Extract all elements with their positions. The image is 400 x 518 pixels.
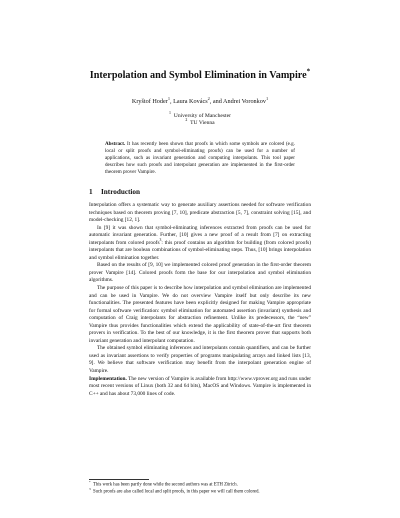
paragraph-2: In [9] it was shown that symbol-eliminating inferences extracted from proofs can be used for automatic invariant generation. Further, [10] gives a new proof of a result from [7] on extracting interpolants from colored proofs$^3$: this proof contains an algorithm for building (from colored proofs) interpolants that are boolean combinations of symbol-eliminating steps. Thus, [10] brings interpolation and symbol elimination together. [89,224,311,261]
footnotes [89,482,311,496]
section-number: 1 [89,188,93,196]
affiliation-2-name: TU Vienna [190,120,215,127]
footnote-1-mark: * [89,480,91,484]
title-text: Interpolation and Symbol Elimination in Vampire [89,70,307,81]
footnote-1-text: This work has been partly done while the second authors was at ETH Zürich. [92,482,238,488]
footnote-1 [89,482,311,489]
paper-title [0,67,400,81]
footnote-2 [89,486,311,496]
paragraph-1: Interpolation offers a systematic way to generate auxiliary assertions needed for software verification techniques based on theorem proving [7, 10], predicate abstraction [5, 7], constraint solving [15], and model-checking [12, 1]. [89,202,311,224]
paragraph-3: Based on the results of [9, 10] we implemented colored proof generation in the first-order theorem prover Vampire [14]. Colored proofs form the base for our interpolation and symbol elimination algorithms. [89,262,311,284]
abstract [105,141,295,176]
affiliation-1-name: University of Manchester [173,113,231,119]
paragraph-4: The purpose of this paper is to describe how interpolation and symbol elimination are implemented and can be used in Vampire. We do not overview Vampire itself but only describe its new functionalities. The presented features have been explicitly designed for making Vampire appropriate for formal software verification: symbol elimination for automated assertion (invariant) synthesis and computation of Craig interpolants for abstraction refinement. Unlike its predecessors, the “new” Vampire thus provides functionalities which extend the applicability of state-of-the-art first theorem provers in verification. To the best of our knowledge, it is the first theorem prover that supports both invariant generation and interpolant computation. [89,285,311,344]
affiliations [0,113,400,128]
affiliation-2-mark: 2 [185,118,188,123]
author-3: , and Andrei Voronkov [209,98,266,105]
author-2: , Laura Kovács [169,98,208,105]
footnote-2-mark: 3 [89,486,91,491]
paragraph-2-text-b: this proof contains an algorithm for building (from colored proofs) interpolants that are boolean combinations of symbol-eliminating steps. Thus, [10] brings interpolation and symbol elimination together. [89,239,311,261]
author-1-mark: 1 [167,95,170,101]
implementation-label: Implementation. [89,375,127,382]
paragraph-2-text-a: In [9] it was shown that symbol-eliminating inferences extracted from proofs can be used for automatic invariant generation. Further, [10] gives a new proof of a result from [7] on extracting interpolants from colored proofs [89,224,311,246]
author-1: Kryštof Hoder [131,98,168,105]
section-heading [89,188,140,196]
footnote-ref-3: 3 [159,237,162,242]
author-3-mark: 1 [265,95,269,101]
title-footnote-mark: * [306,67,311,76]
footnote-2-text: Such proofs are also called local and split proofs, in this paper we will call them colored. [92,489,260,495]
author-list [0,95,400,105]
affiliation-2 [0,120,400,127]
section-title: Introduction [101,188,141,196]
affiliation-1-mark: 1 [169,111,171,116]
implementation-text: The new version of Vampire is available from http://www.vprover.org and runs under most recent versions of Linux (both 32 and 64 bits), MacOS and Windows. Vampire is implemented in C++ and has about 73,000 lines of code. [89,375,311,397]
author-2-mark: 2 [207,95,210,101]
paragraph-implementation [89,376,311,399]
abstract-text: It has recently been shown that proofs in which some symbols are colored (e.g. local or split proofs and symbol-eliminating proofs) can be used for a number of applications, such as invariant generation and computing interpolants. This tool paper describes how such proofs and interpolant generation are implemented in the first-order theorem prover Vampire. [105,141,295,175]
abstract-label: Abstract. [105,141,126,147]
body-text [89,202,311,398]
footnote-rule [89,479,149,480]
paragraph-5: The obtained symbol eliminating inferences and interpolants contain quantifiers, and can be further used as invariant assertions to verify properties of programs manipulating arrays and linked lists [13, 9]. We believe that software verification may benefit from the interpolant generation engine of Vampire. [89,345,311,375]
